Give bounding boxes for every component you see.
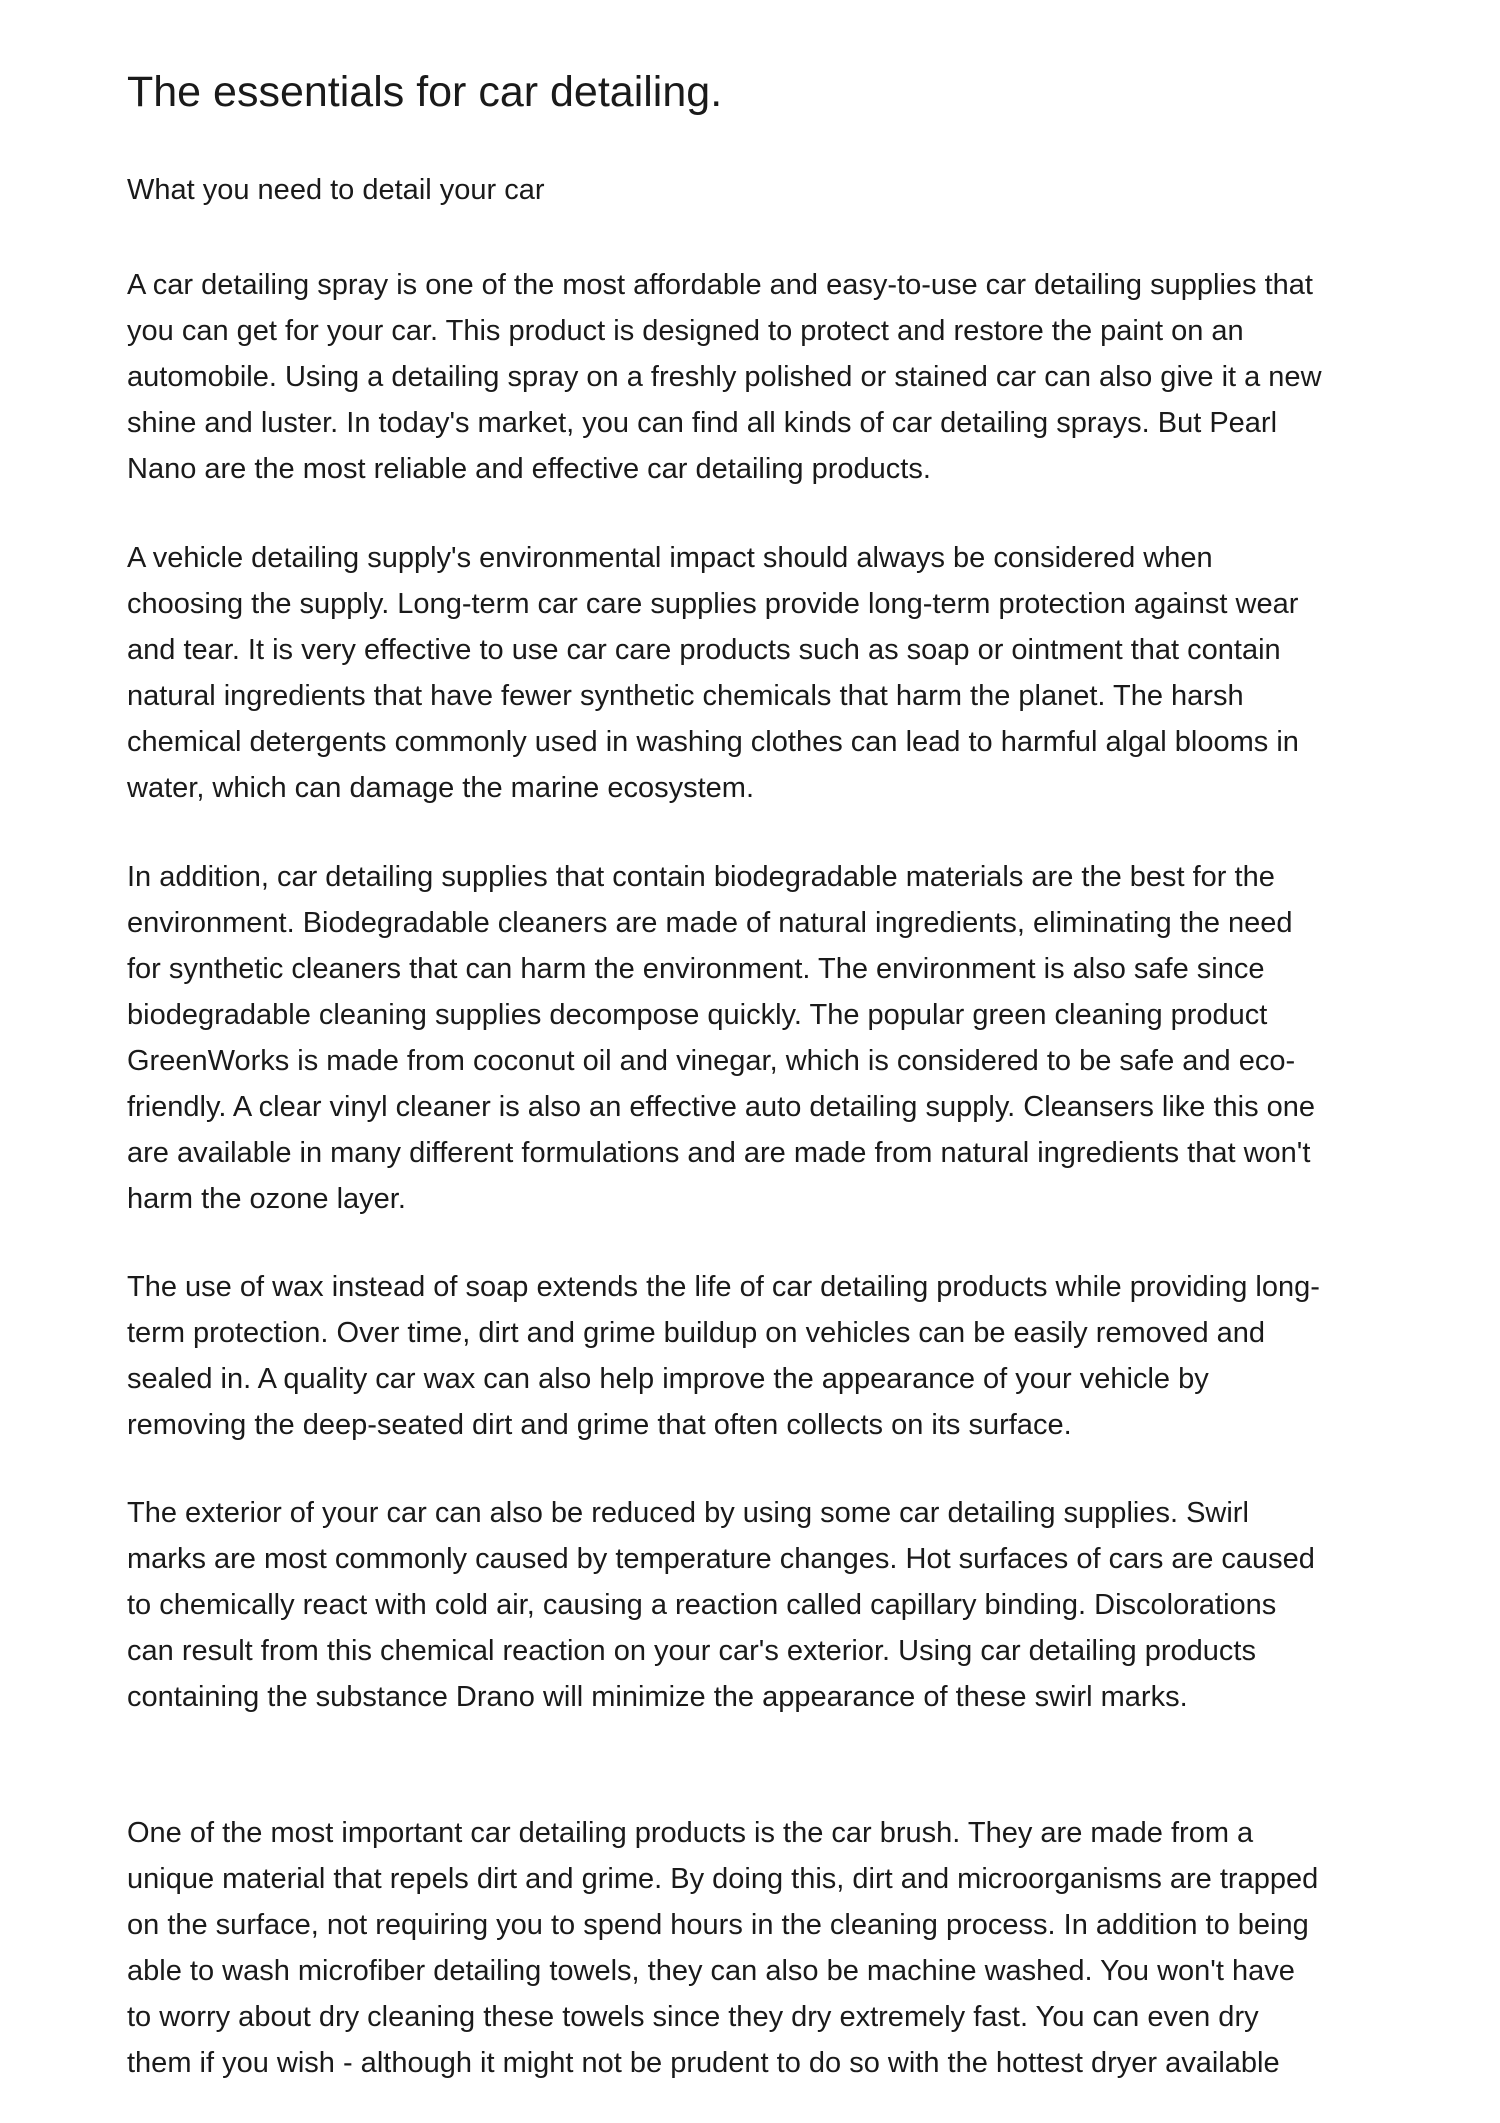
- text-line: are available in many different formulations and are made from natural ingredients that won't: [127, 1137, 1311, 1169]
- text-line: A car detailing spray is one of the most affordable and easy-to-use car detailing supplies that: [127, 269, 1313, 301]
- text-line: In addition, car detailing supplies that contain biodegradable materials are the best for the: [127, 861, 1275, 893]
- page-title: The essentials for car detailing.: [127, 68, 723, 116]
- text-line: for synthetic cleaners that can harm the environment. The environment is also safe since: [127, 953, 1265, 985]
- text-line: removing the deep-seated dirt and grime that often collects on its surface.: [127, 1409, 1072, 1441]
- paragraph-detailing-spray: [127, 262, 1392, 492]
- text-line: sealed in. A quality car wax can also help improve the appearance of your vehicle by: [127, 1363, 1209, 1395]
- text-line: can result from this chemical reaction on your car's exterior. Using car detailing products: [127, 1635, 1256, 1667]
- text-line: on the surface, not requiring you to spend hours in the cleaning process. In addition to being: [127, 1909, 1309, 1941]
- text-line: containing the substance Drano will minimize the appearance of these swirl marks.: [127, 1681, 1188, 1713]
- text-line: you can get for your car. This product is designed to protect and restore the paint on an: [127, 315, 1244, 347]
- text-line: chemical detergents commonly used in washing clothes can lead to harmful algal blooms in: [127, 726, 1299, 758]
- paragraph-wax: [127, 1264, 1392, 1448]
- text-line: The use of wax instead of soap extends the life of car detailing products while providing long-: [127, 1271, 1320, 1303]
- paragraph-car-brush: [127, 1810, 1392, 2086]
- text-line: them if you wish - although it might not be prudent to do so with the hottest dryer available: [127, 2047, 1280, 2079]
- text-line: and tear. It is very effective to use car care products such as soap or ointment that contain: [127, 634, 1281, 666]
- text-line: The exterior of your car can also be reduced by using some car detailing supplies. Swirl: [127, 1497, 1249, 1529]
- paragraph-biodegradable: [127, 854, 1392, 1222]
- text-line: biodegradable cleaning supplies decompose quickly. The popular green cleaning product: [127, 999, 1268, 1031]
- text-line: water, which can damage the marine ecosystem.: [127, 772, 755, 804]
- text-line: A vehicle detailing supply's environmental impact should always be considered when: [127, 542, 1213, 574]
- text-line: automobile. Using a detailing spray on a freshly polished or stained car can also give it a new: [127, 361, 1322, 393]
- text-line: One of the most important car detailing products is the car brush. They are made from a: [127, 1817, 1254, 1849]
- text-line: choosing the supply. Long-term car care supplies provide long-term protection against wear: [127, 588, 1299, 620]
- text-line: Nano are the most reliable and effective car detailing products.: [127, 453, 931, 485]
- text-line: GreenWorks is made from coconut oil and vinegar, which is considered to be safe and eco-: [127, 1045, 1296, 1077]
- page-subtitle: What you need to detail your car: [127, 174, 545, 206]
- paragraph-environmental-impact: [127, 535, 1392, 811]
- paragraph-swirl-marks: [127, 1490, 1392, 1720]
- text-line: environment. Biodegradable cleaners are made of natural ingredients, eliminating the need: [127, 907, 1293, 939]
- text-line: to chemically react with cold air, causing a reaction called capillary binding. Discolorations: [127, 1589, 1277, 1621]
- text-line: unique material that repels dirt and grime. By doing this, dirt and microorganisms are trapped: [127, 1863, 1319, 1895]
- text-line: shine and luster. In today's market, you can find all kinds of car detailing sprays. But Pearl: [127, 407, 1278, 439]
- text-line: harm the ozone layer.: [127, 1183, 406, 1215]
- text-line: friendly. A clear vinyl cleaner is also an effective auto detailing supply. Cleansers like this one: [127, 1091, 1316, 1123]
- text-line: natural ingredients that have fewer synthetic chemicals that harm the planet. The harsh: [127, 680, 1244, 712]
- text-line: marks are most commonly caused by temperature changes. Hot surfaces of cars are caused: [127, 1543, 1315, 1575]
- text-line: able to wash microfiber detailing towels, they can also be machine washed. You won't have: [127, 1955, 1295, 1987]
- text-line: term protection. Over time, dirt and grime buildup on vehicles can be easily removed and: [127, 1317, 1266, 1349]
- text-line: to worry about dry cleaning these towels since they dry extremely fast. You can even dry: [127, 2001, 1259, 2033]
